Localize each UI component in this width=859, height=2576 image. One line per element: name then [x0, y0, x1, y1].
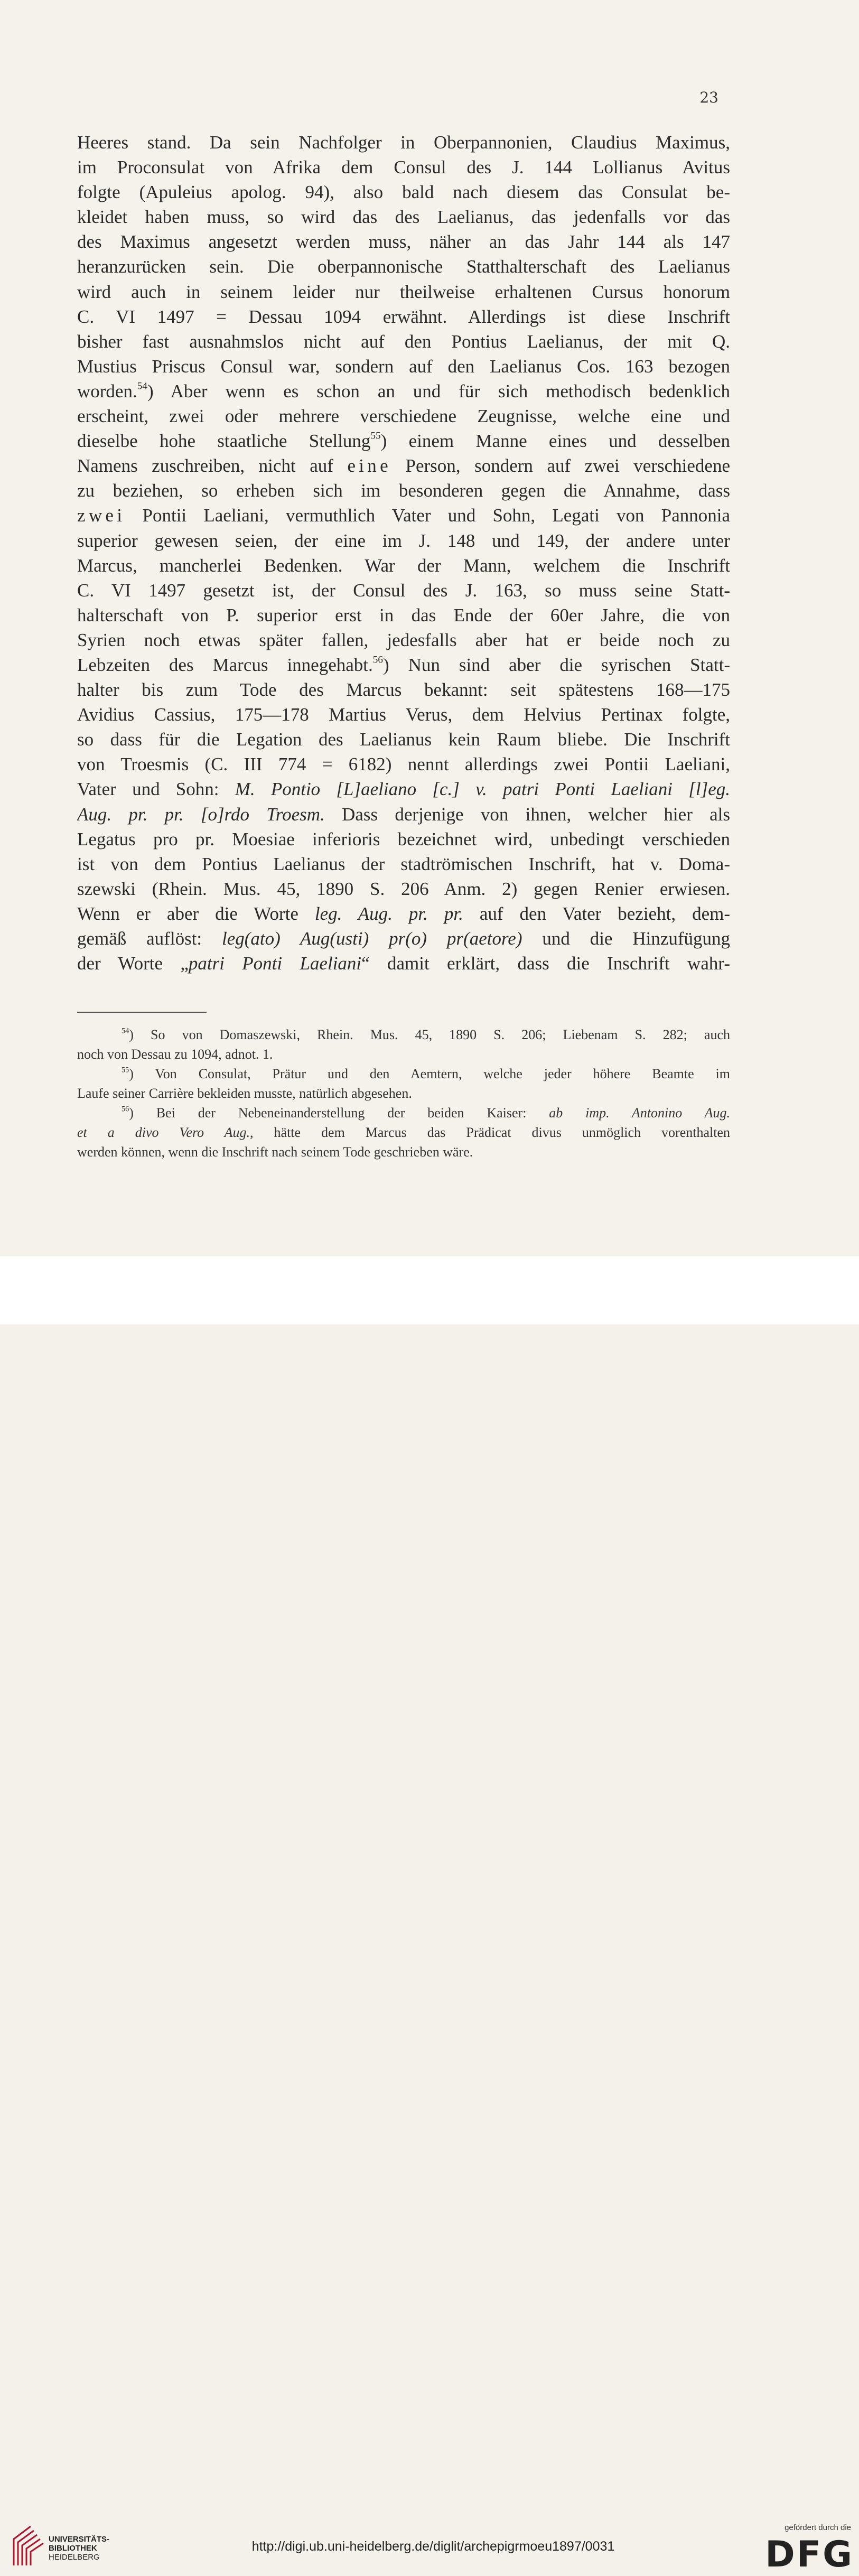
text-line: zu beziehen, so erheben sich im besonderen gegen die Annahme, dass — [77, 480, 730, 501]
text-line: kleidet haben muss, so wird das des Laelianus, das jedenfalls vor das — [77, 207, 730, 228]
footer-bar — [0, 1256, 859, 2575]
page-number: 23 — [699, 89, 718, 106]
text-line: Heeres stand. Da sein Nachfolger in Oberpannonien, Claudius Maximus, — [77, 132, 730, 153]
footnote-ref: 54 — [137, 380, 147, 392]
footnotes — [77, 1025, 730, 1162]
text-line: Syrien noch etwas später fallen, jedesfalls aber hat er beide noch zu — [77, 629, 730, 650]
text-line: halter bis zum Tode des Marcus bekannt: seit spätestens 168—175 — [77, 679, 730, 701]
scanned-page — [0, 0, 859, 1256]
emphasized-word: eine — [347, 455, 391, 477]
footnote-ref: 56 — [372, 654, 383, 666]
funded-by-label: gefördert durch die — [785, 2523, 851, 2532]
footnote-rule — [77, 1012, 207, 1013]
footnote-line: werden können, wenn die Inschrift nach seinem Tode geschrieben wäre. — [77, 1144, 473, 1160]
footnote-ref: 55 — [370, 430, 381, 442]
text-line: Namens zuschreiben, nicht auf eine Person, sondern auf zwei verschiedene — [77, 455, 730, 477]
italic-quotation: leg(ato) Aug(usti) pr(o) pr(aetore) — [222, 928, 522, 949]
text-line: zwei Pontii Laeliani, vermuthlich Vater und Sohn, Legati von Pannonia — [77, 505, 730, 526]
italic-quotation: ab imp. Antonino Aug. — [549, 1105, 730, 1121]
footnote-ref: 56 — [122, 1105, 129, 1114]
text-line: superior gewesen seien, der eine im J. 148 und 149, der andere unter — [77, 530, 730, 551]
text-line: von Troesmis (C. III 774 = 6182) nennt allerdings zwei Pontii Laeliani, — [77, 754, 730, 775]
body-text — [77, 130, 730, 976]
emphasized-word: zwei — [77, 505, 126, 526]
text-line: Vater und Sohn: M. Pontio [L]aeliano [c.] v. patri Ponti Laeliani [l]eg. — [77, 779, 730, 800]
italic-quotation: leg. Aug. pr. pr. — [314, 903, 463, 924]
text-line: Aug. pr. pr. [o]rdo Troesm. Dass derjenige von ihnen, welcher hier als — [77, 804, 730, 825]
library-name: UNIVERSITÄTS- BIBLIOTHEK HEIDELBERG — [49, 2535, 110, 2562]
dfg-logo: DFG — [765, 2534, 854, 2575]
text-line: C. VI 1497 gesetzt ist, der Consul des J. 163, so muss seine Statt- — [77, 580, 730, 601]
text-line: Legatus pro pr. Moesiae inferioris bezeichnet wird, unbedingt verschieden — [77, 828, 730, 850]
text-line: halterschaft von P. superior erst in das Ende der 60er Jahre, die von — [77, 604, 730, 626]
text-line: Mustius Priscus Consul war, sondern auf den Laelianus Cos. 163 bezogen — [77, 356, 730, 377]
footnote-ref: 54 — [122, 1026, 129, 1035]
footnote-line: $^{54}$) So von Domaszewski, Rhein. Mus. 45, 1890 S. 206; Liebenam S. 282; auch — [122, 1026, 730, 1042]
text-line: ist von dem Pontius Laelianus der stadtrömischen Inschrift, hat v. Doma- — [77, 853, 730, 874]
text-line: Marcus, mancherlei Bedenken. War der Mann, welchem die Inschrift — [77, 555, 730, 576]
text-line: gemäß auflöst: leg(ato) Aug(usti) pr(o) pr(aetore) und die Hinzufügung — [77, 928, 730, 949]
permalink-url[interactable]: http://digi.ub.uni-heidelberg.de/diglit/archepigrmoeu1897/0031 — [251, 2539, 615, 2554]
italic-quotation: patri Ponti Laeliani — [188, 953, 362, 974]
footnote-ref: 55 — [122, 1066, 129, 1075]
text-line: Avidius Cassius, 175—178 Martius Verus, dem Helvius Pertinax folgte, — [77, 704, 730, 725]
footnote-line: $^{56}$) Bei der Nebeneinanderstellung der beiden Kaiser: ab imp. Antonino Aug. — [122, 1105, 730, 1121]
italic-quotation: et a divo Vero Aug. — [77, 1125, 250, 1140]
text-line: szewski (Rhein. Mus. 45, 1890 S. 206 Anm. 2) gegen Renier erwiesen. — [77, 878, 730, 899]
footnote-line: et a divo Vero Aug., hätte dem Marcus das Prädicat divus unmöglich vorenthalten — [77, 1125, 730, 1140]
text-line: im Proconsulat von Afrika dem Consul des J. 144 Lollianus Avitus — [77, 157, 730, 178]
text-line: erscheint, zwei oder mehrere verschiedene Zeugnisse, welche eine und — [77, 406, 730, 427]
footnote-line: Laufe seiner Carrière bekleiden musste, natürlich abgesehen. — [77, 1086, 412, 1101]
text-line: des Maximus angesetzt werden muss, näher an das Jahr 144 als 147 — [77, 231, 730, 253]
text-line: folgte (Apuleius apolog. 94), also bald nach diesem das Consulat be- — [77, 182, 730, 203]
ub-heidelberg-logo-icon — [10, 2523, 46, 2569]
text-line: so dass für die Legation des Laelianus kein Raum bliebe. Die Inschrift — [77, 729, 730, 750]
text-line: dieselbe hohe staatliche Stellung$^{55}$) einem Manne eines und desselben — [77, 430, 730, 452]
text-line: Lebzeiten des Marcus innegehabt.$^{56}$) Nun sind aber die syrischen Statt- — [77, 654, 730, 675]
text-line: der Worte „patri Ponti Laeliani“ damit erklärt, dass die Inschrift wahr- — [77, 953, 730, 974]
footnote-line: noch von Dessau zu 1094, adnot. 1. — [77, 1047, 273, 1062]
text-line: Wenn er aber die Worte leg. Aug. pr. pr. auf den Vater bezieht, dem- — [77, 903, 730, 924]
italic-quotation: M. Pontio [L]aeliano [c.] v. patri Ponti Laeliani [l]eg. — [235, 779, 730, 800]
italic-quotation: Aug. pr. pr. [o]rdo Troesm. — [77, 804, 325, 825]
footnote-line: $^{55}$) Von Consulat, Prätur und den Aemtern, welche jeder höhere Beamte im — [122, 1066, 730, 1081]
text-line: heranzurücken sein. Die oberpannonische Statthalterschaft des Laelianus — [77, 256, 730, 277]
text-line: worden.$^{54}$) Aber wenn es schon an und für sich methodisch bedenklich — [77, 380, 730, 402]
text-line: bisher fast ausnahmslos nicht auf den Pontius Laelianus, der mit Q. — [77, 331, 730, 352]
text-line: wird auch in seinem leider nur theilweise erhaltenen Cursus honorum — [77, 281, 730, 302]
text-line: C. VI 1497 = Dessau 1094 erwähnt. Allerdings ist diese Inschrift — [77, 306, 730, 327]
